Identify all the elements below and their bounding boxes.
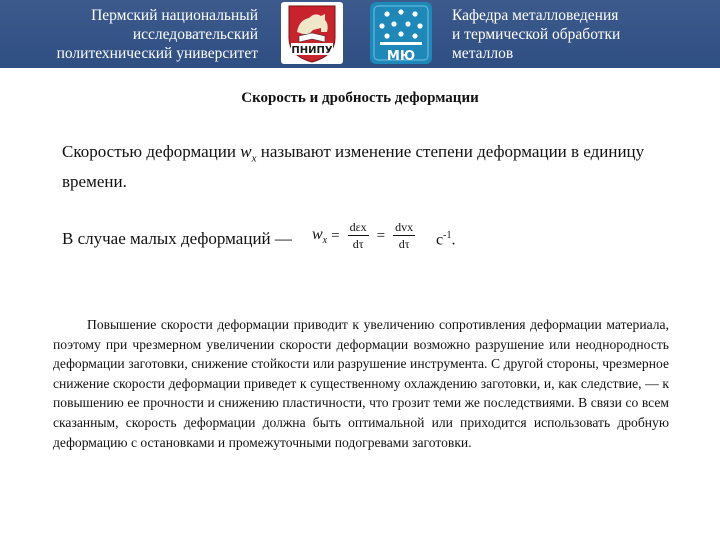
body-paragraph: Повышение скорости деформации приводит к увеличению сопротивления деформации материала, поэтому при чрезмерном увеличении скорости деформации возможно разрушение или неоднородность деформации заготовки, снижение стойкости или разрушение инструмента. С другой стороны, чрезмерное снижение скорости деформации приведет к существенному охлаждению заготовки, и, как следствие, — к повышению ее прочности и снижению пластичности, что грозит теми же последствиями. В связи со всем сказанным, скорость деформации должна быть оптимальной или приходится использовать дробную деформацию с остановками и промежуточными подогревами заготовки. (53, 317, 669, 450)
fraction-numerator: dvx (395, 220, 414, 234)
strain-rate-formula (312, 214, 419, 258)
formula-equals: = (376, 227, 386, 244)
header-bar (0, 0, 720, 68)
department-name (452, 6, 714, 63)
formula-fraction-velocity (393, 220, 415, 252)
definition-symbol: w (240, 142, 252, 161)
definition-subscript: x (251, 152, 257, 165)
unit-base: с (436, 231, 444, 249)
unit-tail: . (451, 231, 456, 249)
fraction-numerator: dεx (349, 220, 367, 234)
fraction-denominator: dτ (398, 237, 410, 251)
formula-unit (436, 230, 455, 249)
definition-text-before: Скоростью деформации (62, 142, 241, 161)
definition-text-after: называют изменение степени деформации в единицу времени. (62, 142, 645, 192)
definition-paragraph (62, 140, 692, 193)
department-line: и термической обработки (452, 26, 621, 43)
mio-logo-text: МЮ (386, 49, 416, 64)
pnipu-logo (281, 2, 343, 64)
university-name (0, 6, 258, 63)
formula-lhs-symbol: w (312, 225, 323, 243)
formula-fraction-strain (348, 220, 369, 252)
university-line: исследовательский (132, 26, 258, 43)
formula-lhs-subscript: x (322, 235, 328, 247)
university-line: политехнический университет (56, 45, 258, 62)
slide-title: Скорость и дробность деформации (241, 90, 479, 106)
formula-equals: = (331, 227, 340, 244)
university-line: Пермский национальный (91, 7, 258, 24)
pnipu-logo-text: ПНИПУ (291, 45, 333, 56)
small-deformation-text: В случае малых деформаций — (62, 229, 292, 248)
fraction-denominator: dτ (352, 237, 364, 251)
unit-exponent: -1 (443, 230, 452, 241)
department-line: металлов (452, 45, 514, 62)
mio-logo (370, 2, 432, 64)
formula-lhs (312, 226, 327, 246)
department-line: Кафедра металловедения (452, 7, 619, 24)
